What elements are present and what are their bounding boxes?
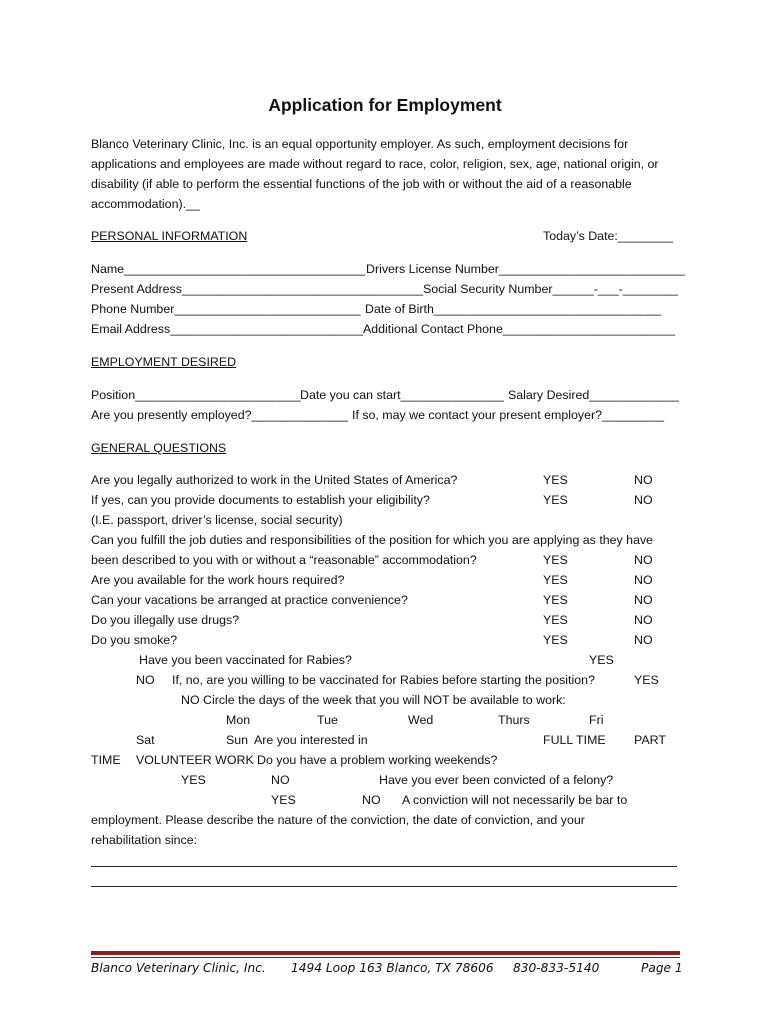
day-sun[interactable]: Sun bbox=[226, 733, 249, 747]
employment-desired-heading: EMPLOYMENT DESIRED bbox=[91, 355, 237, 369]
footer-page-number: Page 1 bbox=[641, 961, 683, 975]
salary-field[interactable]: Salary Desired_____________ bbox=[508, 388, 679, 402]
q-felony-no[interactable]: NO bbox=[362, 793, 381, 807]
drivers-license-field[interactable]: Drivers License Number___________________________ bbox=[366, 262, 685, 276]
q-rabies: Have you been vaccinated for Rabies? bbox=[139, 653, 352, 667]
may-contact-field[interactable]: If so, may we contact your present employer?_________ bbox=[352, 408, 665, 422]
q-vacations-yes[interactable]: YES bbox=[543, 593, 568, 607]
day-mon[interactable]: Mon bbox=[226, 713, 251, 727]
footer-rule-thin bbox=[91, 957, 680, 958]
ssn-field[interactable]: Social Security Number______-___-________ bbox=[423, 282, 678, 296]
start-date-field[interactable]: Date you can start_______________ bbox=[300, 388, 504, 402]
q-authorized-no[interactable]: NO bbox=[634, 473, 653, 487]
q-documents: If yes, can you provide documents to establish your eligibility? bbox=[91, 493, 430, 507]
q-weekends: Do you have a problem working weekends? bbox=[257, 753, 498, 767]
q-work-hours-yes[interactable]: YES bbox=[543, 573, 568, 587]
rehabilitation-prompt: rehabilitation since: bbox=[91, 833, 198, 847]
present-address-field[interactable]: Present Address___________________________________ bbox=[91, 282, 424, 296]
day-tue[interactable]: Tue bbox=[317, 713, 338, 727]
conviction-description-prompt: employment. Please describe the nature of the conviction, the date of conviction, and your bbox=[91, 813, 585, 827]
q-documents-examples: (I.E. passport, driver’s license, social security) bbox=[91, 513, 343, 527]
answer-line-1[interactable] bbox=[91, 866, 677, 867]
q-drugs: Do you illegally use drugs? bbox=[91, 613, 240, 627]
q-rabies-yes[interactable]: YES bbox=[589, 653, 614, 667]
q-vacations-no[interactable]: NO bbox=[634, 593, 653, 607]
q-interested-in: Are you interested in bbox=[254, 733, 368, 747]
q-felony: Have you ever been convicted of a felony? bbox=[379, 773, 614, 787]
dob-field[interactable]: Date of Birth_________________________________ bbox=[365, 302, 662, 316]
q-fulfill-duties: Can you fulfill the job duties and responsibilities of the position for which you are applying as they have bbox=[91, 533, 654, 547]
q-drugs-no[interactable]: NO bbox=[634, 613, 653, 627]
presently-employed-field[interactable]: Are you presently employed?______________ bbox=[91, 408, 348, 422]
q-authorized: Are you legally authorized to work in the United States of America? bbox=[91, 473, 458, 487]
q-vacations: Can your vacations be arranged at practice convenience? bbox=[91, 593, 408, 607]
option-part[interactable]: PART bbox=[634, 733, 666, 747]
q-smoke-yes[interactable]: YES bbox=[543, 633, 568, 647]
option-part-time-cont[interactable]: TIME bbox=[91, 753, 121, 767]
q-smoke-no[interactable]: NO bbox=[634, 633, 653, 647]
general-questions-heading: GENERAL QUESTIONS bbox=[91, 441, 227, 455]
q-documents-no[interactable]: NO bbox=[634, 493, 653, 507]
q-rabies-no[interactable]: NO bbox=[136, 673, 155, 687]
q-work-hours: Are you available for the work hours required? bbox=[91, 573, 345, 587]
phone-field[interactable]: Phone Number___________________________ bbox=[91, 302, 361, 316]
additional-phone-field[interactable]: Additional Contact Phone_________________________ bbox=[363, 322, 676, 336]
q-weekends-no[interactable]: NO bbox=[271, 773, 290, 787]
q-rabies-willing: If, no, are you willing to be vaccinated for Rabies before starting the position? bbox=[172, 673, 595, 687]
footer-phone: 830-833-5140 bbox=[513, 961, 600, 975]
q-fulfill-duties-cont: been described to you with or without a “reasonable” accommodation? bbox=[91, 553, 477, 567]
email-field[interactable]: Email Address____________________________ bbox=[91, 322, 364, 336]
day-fri[interactable]: Fri bbox=[589, 713, 604, 727]
q-unavailable-days: NO Circle the days of the week that you will NOT be available to work: bbox=[181, 693, 566, 707]
footer-rule-thick bbox=[91, 951, 680, 955]
position-field[interactable]: Position________________________ bbox=[91, 388, 301, 402]
q-rabies-willing-yes[interactable]: YES bbox=[634, 673, 659, 687]
answer-line-2[interactable] bbox=[91, 886, 677, 887]
name-field[interactable]: Name___________________________________ bbox=[91, 262, 366, 276]
q-documents-yes[interactable]: YES bbox=[543, 493, 568, 507]
q-weekends-yes[interactable]: YES bbox=[181, 773, 206, 787]
day-sat[interactable]: Sat bbox=[136, 733, 155, 747]
footer-address: 1494 Loop 163 Blanco, TX 78606 bbox=[291, 961, 494, 975]
q-drugs-yes[interactable]: YES bbox=[543, 613, 568, 627]
q-smoke: Do you smoke? bbox=[91, 633, 178, 647]
day-wed[interactable]: Wed bbox=[408, 713, 434, 727]
q-work-hours-no[interactable]: NO bbox=[634, 573, 653, 587]
q-felony-yes[interactable]: YES bbox=[271, 793, 296, 807]
day-thurs[interactable]: Thurs bbox=[498, 713, 530, 727]
conviction-note: A conviction will not necessarily be bar to bbox=[402, 793, 628, 807]
q-fulfill-duties-yes[interactable]: YES bbox=[543, 553, 568, 567]
todays-date-field[interactable]: Today’s Date:________ bbox=[543, 229, 673, 243]
eeo-statement: Blanco Veterinary Clinic, Inc. is an equal opportunity employer. As such, employment decisions for applications and employees are made without regard to race, color, religion, sex, age, national origin, or disability (if able to perform the essential functions of the job with or without the aid of a reasonable accommodation).__ bbox=[91, 137, 659, 211]
option-full-time[interactable]: FULL TIME bbox=[543, 733, 606, 747]
option-volunteer[interactable]: VOLUNTEER WORK bbox=[136, 753, 254, 767]
q-fulfill-duties-no[interactable]: NO bbox=[634, 553, 653, 567]
personal-info-heading: PERSONAL INFORMATION bbox=[91, 229, 248, 243]
page-title: Application for Employment bbox=[268, 95, 502, 115]
q-authorized-yes[interactable]: YES bbox=[543, 473, 568, 487]
footer-clinic-name: Blanco Veterinary Clinic, Inc. bbox=[91, 961, 266, 975]
